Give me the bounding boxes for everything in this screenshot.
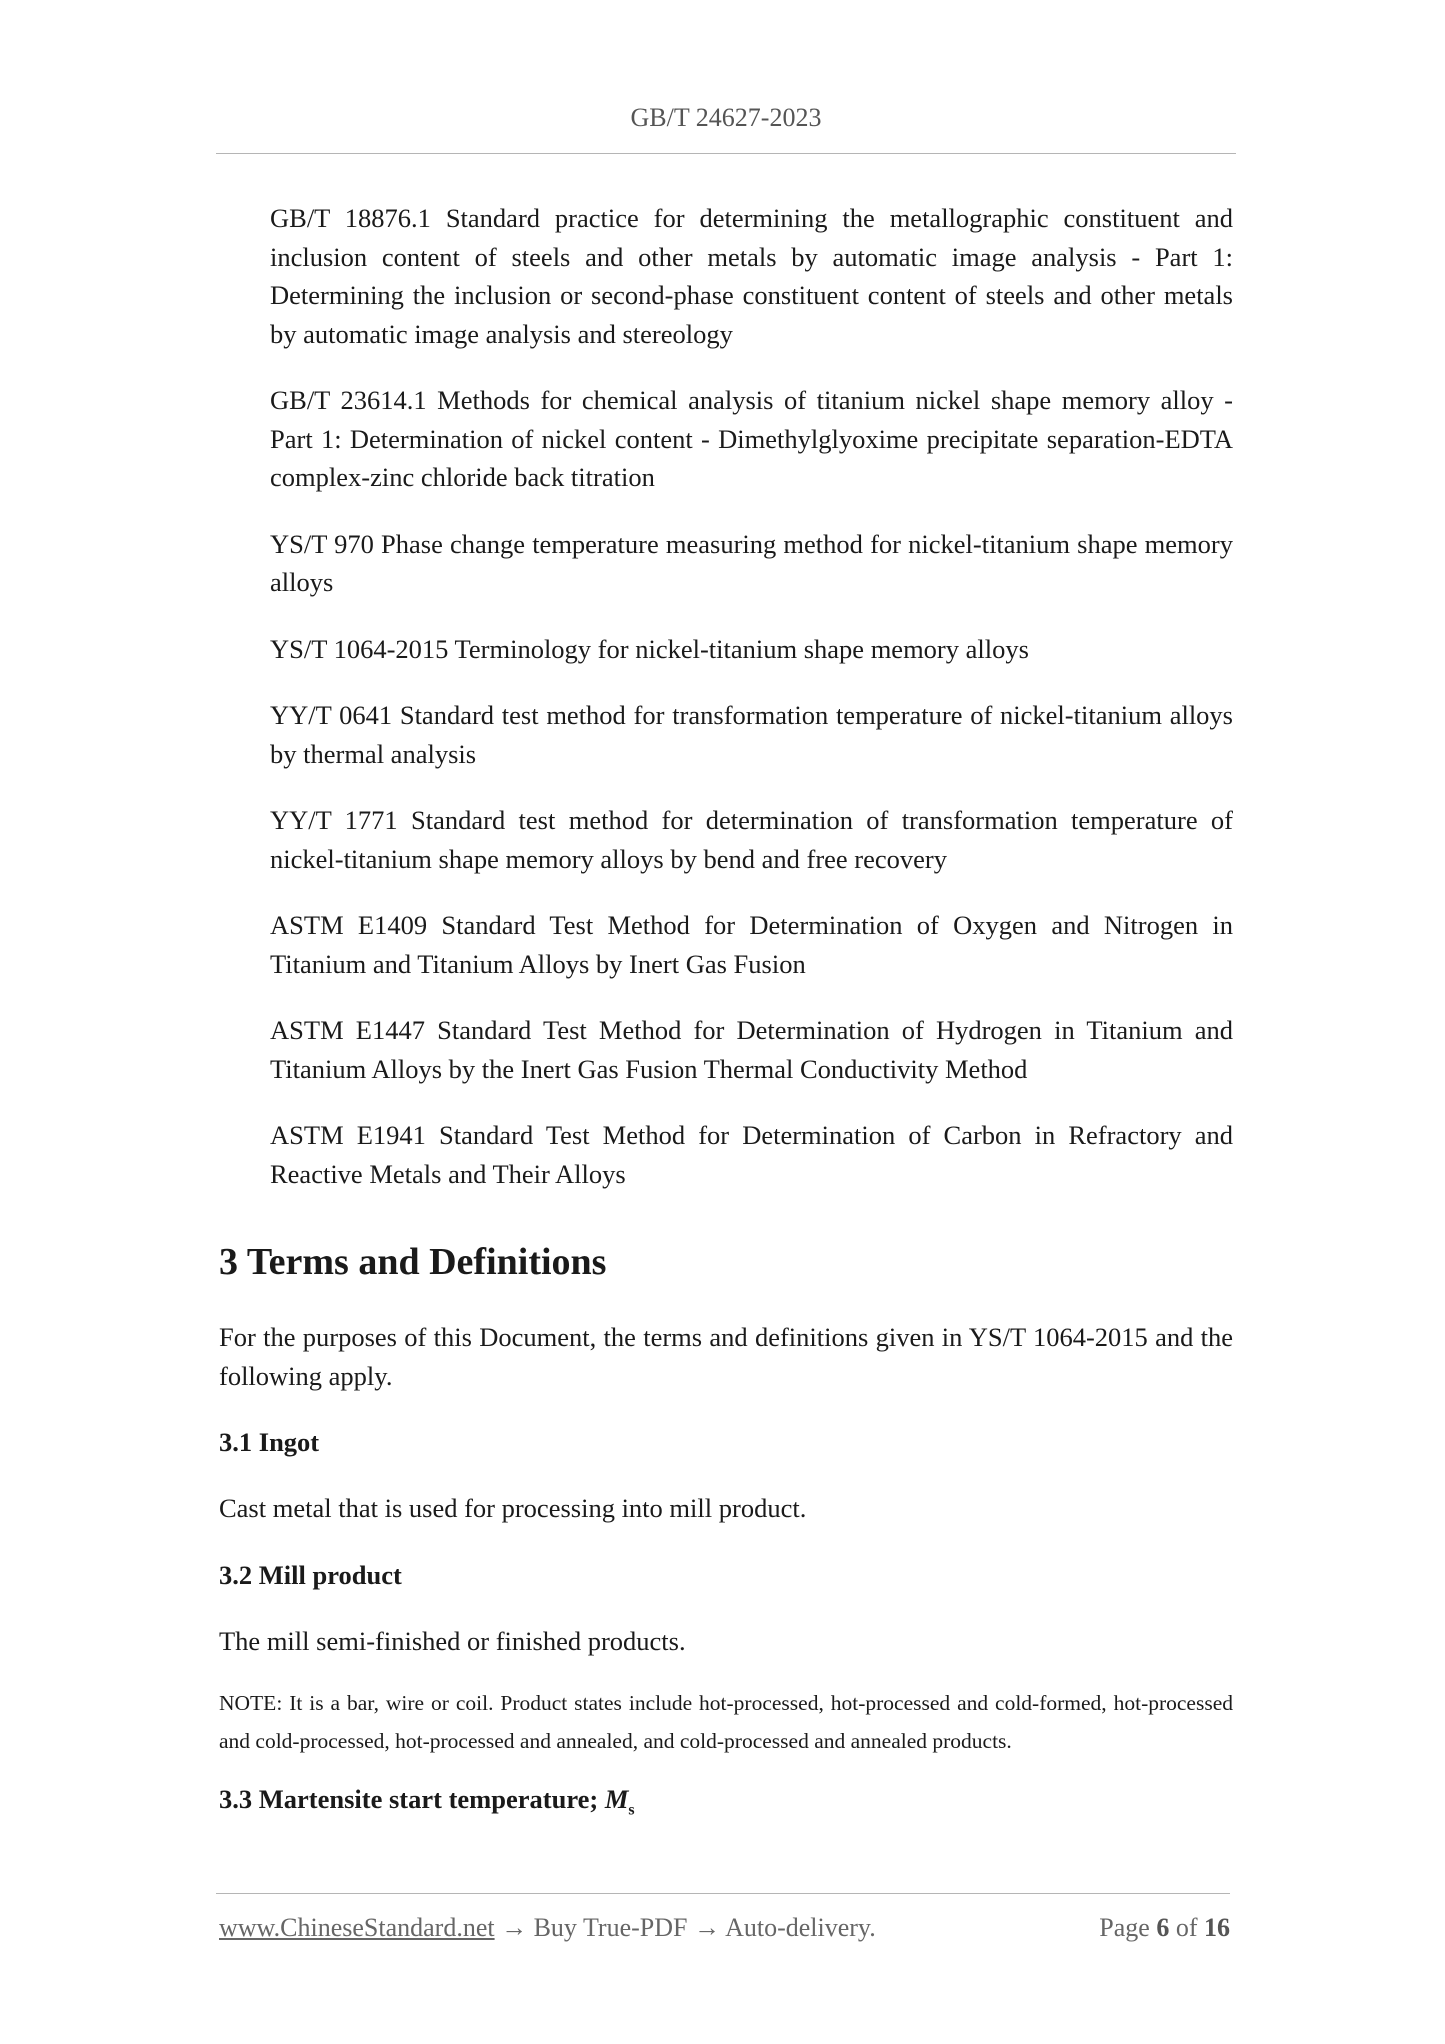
footer-divider (216, 1893, 1230, 1894)
reference-item: GB/T 18876.1 Standard practice for determining the metallographic constituent and inclusion content of steels and other metals by automatic image analysis - Part 1: Determining the inclusion or second-phase constituent content of steels and other metals by automatic image analysis and stereology (270, 203, 1233, 349)
term-symbol: M (604, 1784, 629, 1814)
footer-buy-text: Buy True-PDF (533, 1913, 688, 1942)
page-word: Page (1099, 1913, 1150, 1942)
reference-item: ASTM E1447 Standard Test Method for Determination of Hydrogen in Titanium and Titanium Alloys by the Inert Gas Fusion Thermal Conductivity Method (270, 1015, 1233, 1084)
total-pages: 16 (1204, 1913, 1230, 1942)
term-title-mill-product: 3.2 Mill product (219, 1559, 402, 1590)
reference-item: GB/T 23614.1 Methods for chemical analysis of titanium nickel shape memory alloy - Part 1: Determination of nickel content - Dimethylglyoxime precipitate separation-EDTA complex-zinc chloride back titration (270, 385, 1233, 492)
page-header-title: GB/T 24627-2023 (630, 103, 822, 132)
normative-references-list (270, 199, 1233, 1221)
of-word: of (1175, 1913, 1198, 1942)
section-intro: For the purposes of this Document, the terms and definitions given in YS/T 1064-2015 and the following apply. (219, 1322, 1233, 1391)
reference-item: ASTM E1941 Standard Test Method for Determination of Carbon in Refractory and Reactive Metals and Their Alloys (270, 1120, 1233, 1189)
arrow-icon: → (501, 1913, 528, 1942)
footer-auto-text: Auto-delivery. (725, 1913, 876, 1942)
reference-item: YY/T 0641 Standard test method for transformation temperature of nickel-titanium alloys by thermal analysis (270, 700, 1233, 769)
terms-section (219, 1232, 1233, 1829)
current-page: 6 (1156, 1913, 1170, 1942)
term-title-martensite-start (219, 1780, 1233, 1829)
term-definition-ingot: Cast metal that is used for processing into mill product. (219, 1493, 807, 1523)
header-divider (216, 153, 1236, 154)
reference-item: ASTM E1409 Standard Test Method for Determination of Oxygen and Nitrogen in Titanium and Titanium Alloys by Inert Gas Fusion (270, 910, 1233, 979)
footer-promo (219, 1913, 876, 1943)
reference-item: YY/T 1771 Standard test method for determination of transformation temperature of nickel-titanium shape memory alloys by bend and free recovery (270, 805, 1233, 874)
term-title-ingot: 3.1 Ingot (219, 1427, 320, 1457)
arrow-icon: → (694, 1913, 720, 1942)
section-heading: 3 Terms and Definitions (219, 1241, 607, 1283)
website-link[interactable]: www.ChineseStandard.net (219, 1913, 495, 1942)
term-symbol-subscript: s (628, 1801, 635, 1819)
term-note-mill-product: NOTE: It is a bar, wire or coil. Product states include hot-processed, hot-processed and cold-formed, hot-processed and cold-processed, hot-processed and annealed, and cold-processed and annealed products. (219, 1691, 1233, 1753)
page-number (1099, 1913, 1230, 1943)
term-title-text: 3.3 Martensite start temperature; (219, 1784, 605, 1814)
reference-item: YS/T 970 Phase change temperature measuring method for nickel-titanium shape memory alloys (270, 528, 1233, 597)
reference-item: YS/T 1064-2015 Terminology for nickel-titanium shape memory alloys (270, 633, 1029, 664)
term-definition-mill-product: The mill semi-finished or finished products. (219, 1625, 686, 1656)
